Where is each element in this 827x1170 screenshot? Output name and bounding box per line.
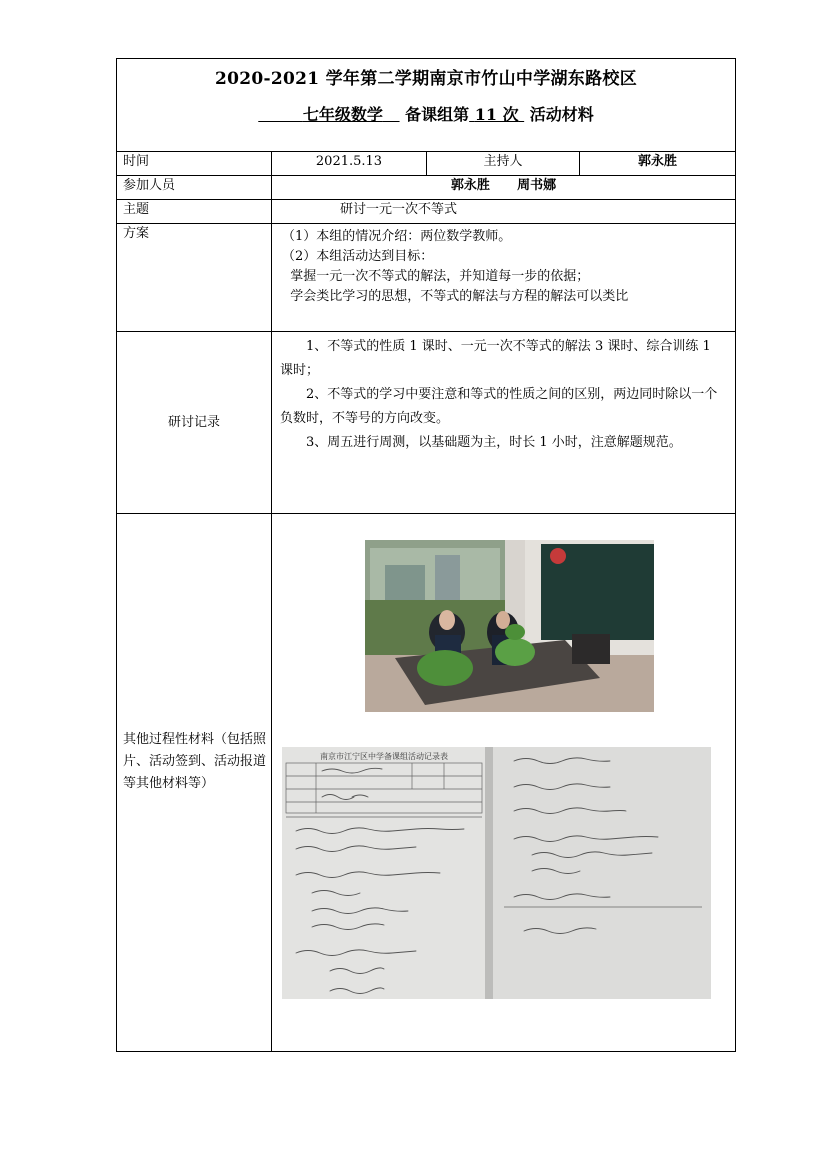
record-cell — [272, 332, 736, 514]
participants-value: 郭永胜 周书娜 — [272, 176, 736, 200]
plan-content — [272, 224, 735, 307]
plan-cell — [272, 224, 736, 332]
host-value: 郭永胜 — [580, 152, 736, 176]
subtitle-number: 11 次 — [474, 105, 519, 124]
scan-sheet-title: 南京市江宁区中学备课组活动记录表 — [320, 752, 448, 761]
title-cell — [117, 59, 736, 152]
time-value: 2021.5.13 — [272, 152, 427, 176]
document-subtitle — [117, 105, 735, 125]
record-paragraph: 3、周五进行周测，以基础题为主，时长 1 小时，注意解题规范。 — [306, 435, 682, 450]
subtitle-group: 备课组第 — [405, 105, 470, 124]
record-paragraph: 1、不等式的性质 1 课时、一元一次不等式的解法 3 课时、综合训练 1 课时； — [280, 339, 711, 378]
record-label-cell — [117, 332, 272, 514]
plan-label: 方案 — [117, 224, 272, 332]
plan-line: （2）本组活动达到目标： — [282, 249, 434, 264]
topic-value: 研讨一元一次不等式 — [272, 200, 736, 224]
plan-line: 掌握一元一次不等式的解法，并知道每一步的依据； — [282, 269, 590, 284]
topic-label: 主题 — [117, 200, 272, 224]
document-title: 2020-2021 学年第二学期南京市竹山中学湖东路校区 — [215, 69, 638, 89]
record-label: 研讨记录 — [167, 414, 220, 430]
host-label: 主持人 — [427, 152, 580, 176]
record-paragraph: 2、不等式的学习中要注意和等式的性质之间的区别，两边同时除以一个负数时，不等号的方向改变。 — [280, 387, 718, 426]
other-materials-label: 其他过程性材料（包括照片、活动签到、活动报道等其他材料等） — [123, 732, 267, 791]
other-label-cell — [117, 514, 272, 1052]
activity-record-table — [116, 58, 736, 1052]
record-content — [272, 332, 735, 455]
signin-sheet-scan — [282, 747, 711, 999]
subtitle-suffix: 活动材料 — [529, 105, 594, 124]
participants-label: 参加人员 — [117, 176, 272, 200]
plan-line: （1）本组的情况介绍：两位数学教师。 — [282, 229, 512, 244]
plan-line: 学会类比学习的思想，不等式的解法与方程的解法可以类比 — [282, 289, 629, 304]
activity-photo — [365, 540, 654, 712]
time-label: 时间 — [117, 152, 272, 176]
subtitle-subject: 七年级数学 — [302, 105, 383, 124]
other-materials-cell — [272, 514, 736, 1052]
